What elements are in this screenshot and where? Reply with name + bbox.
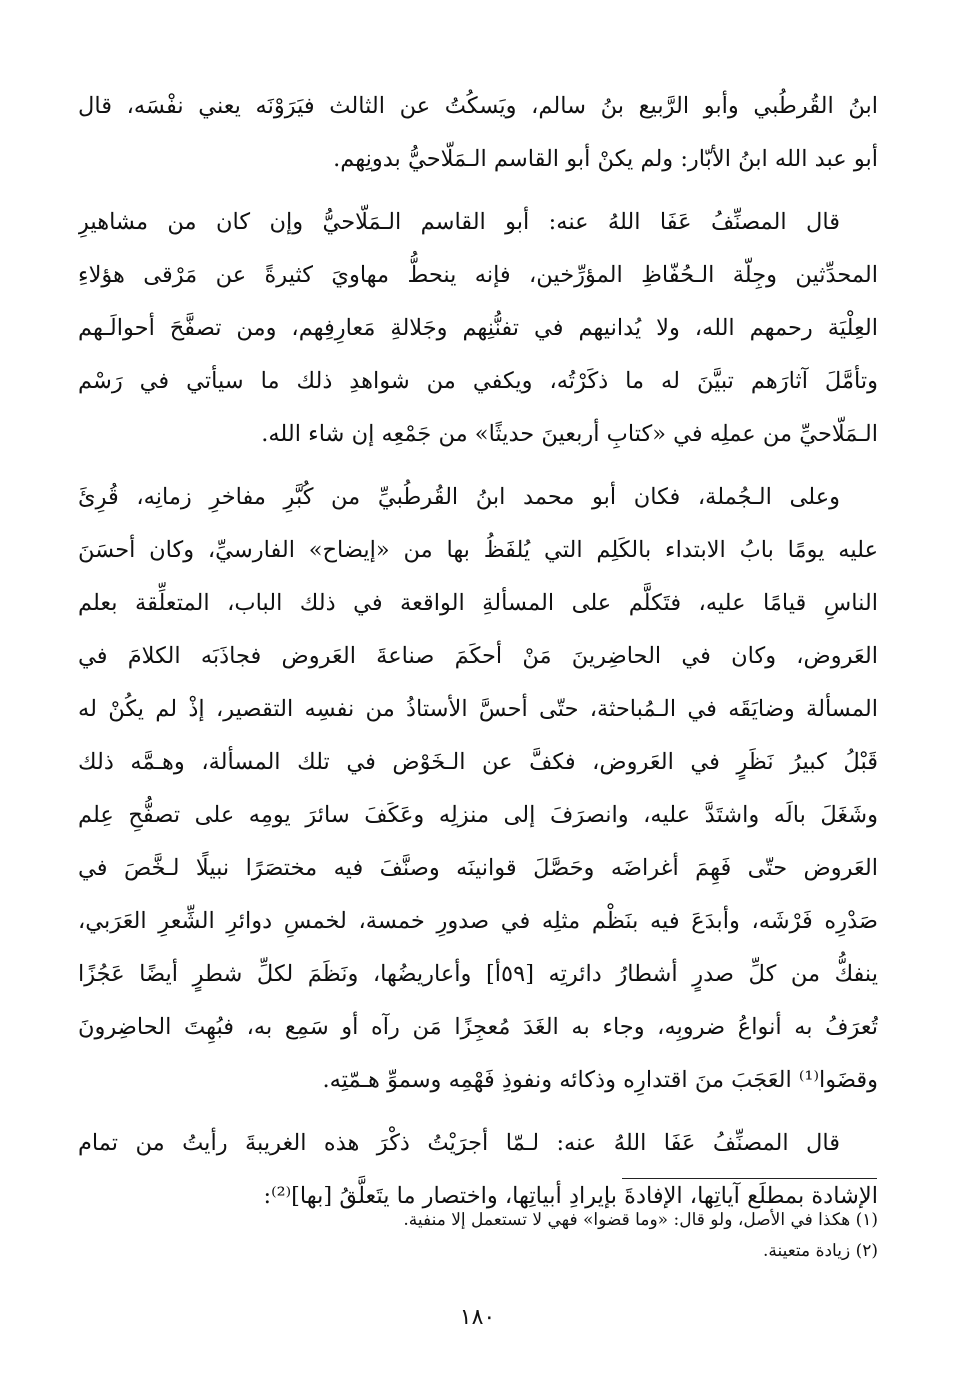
text-line: العَروض، وكان في الحاضِرينَ مَنْ أحكَمَ صناعةَ العَروض فجاذَبَه الكلامَ في — [78, 643, 878, 669]
footnotes — [78, 1205, 878, 1267]
page-body — [78, 80, 878, 1233]
paragraph-1 — [78, 80, 878, 186]
text-line: ينفكُّ من كلِّ صدرٍ أشطارُ دائرتِه [٥٩أ] وأعاريضُها، ونَظَمَ لكلِّ شطرٍ أيضًا عَجُزًا — [78, 961, 878, 987]
page-number: ١٨٠ — [459, 1305, 496, 1330]
text-line: تُعرَفُ به أنواعُ ضروبِه، وجاء به الغَدَ مُعجِزًا مَن رآه أو سَمِع به، فبُهِتَ الحاضِرونَ — [78, 1014, 878, 1040]
footnote-1: (١) هكذا في الأصل، ولو قال: «وما قضوا» فهي لا تستعمل إلا منفية. — [403, 1210, 878, 1230]
text-line: قال المصنِّفُ عَفَا اللهُ عنه: لـمّا أجرَيْتُ ذكْرَ هذه الغريبةَ رأيتُ من تمام — [78, 1130, 840, 1156]
text-line: عليه يومًا بابُ الابتداء بالكَلِم التي يُلفَظُ بها من «إيضاح» الفارسيِّ، وكان أحسَنَ — [78, 537, 878, 563]
text-line: وقضَوا⁽¹⁾ العَجَبَ منَ اقتدارِه وذكائه ونفوذِ فَهْمِه وسموِّ هـمّتِه. — [322, 1067, 878, 1093]
text-line: العَروض حتّى فَهِمَ أغراضَه وحَصَّلَ قوانينَه وصنَّفَ فيه مختصَرًا نبيلًا لـخَّصَ في — [78, 855, 878, 881]
footnote-2: (٢) زيادة متعينة. — [762, 1241, 878, 1261]
text-line: وعلى الـجُملة، فكان أبو محمد ابنُ القُرطُبيِّ من كُبَّرِ مفاخرِ زمانِه، قُرِئَ — [78, 484, 840, 510]
paragraph-3 — [78, 471, 878, 1107]
text-line: قال المصنِّفُ عَفَا اللهُ عنه: أبو القاسم الـمَلّاحيُّ وإن كان من مشاهيرِ — [78, 209, 840, 235]
text-line: وتأمَّلَ آثارَهم تبيَّنَ له ما ذكَرْتُه، ويكفي من شواهدِ ذلك ما سيأتي في رَسْم — [78, 368, 878, 394]
text-line: الناسِ قيامًا عليه، فتَكلَّم على المسألةِ الواقعة في ذلك الباب، المتعلِّقة بعلم — [78, 590, 878, 616]
text-line: وشَغَلَ بالَه واشتَدَّ عليه، وانصرَفَ إلى منزلِه وعَكَفَ سائرَ يومِه على تصفُّحِ عِلم — [78, 802, 878, 828]
text-line: المحدِّثين وجِلّة الـحُفّاظِ المؤرِّخين، فإنه ينحطُّ مهاويَ كثيرةً عن مَرْقى هؤلاءِ — [78, 262, 878, 288]
text-line: أبو عبد الله ابنُ الأبّار: ولم يكنْ أبو القاسم الـمَلّاحيُّ بدونِهم. — [333, 146, 878, 172]
footnote-divider — [622, 1178, 877, 1179]
text-line: العِلْيَة رحمهم الله، ولا يُدانيهم في تفنُّنِهم وجَلالةِ مَعارِفِهم، ومن تصفَّحَ أحوالَـهم — [78, 315, 878, 341]
paragraph-2 — [78, 196, 878, 461]
text-line: صَدْرِه فَرْشَه، وأبدَعَ فيه بنَظْم مثلِه في صدورِ خمسة، لخمسِ دوائرِ الشِّعرِ العَرَبي، — [78, 908, 878, 934]
text-line: قَبْلُ كبيرُ نَظَرٍ في العَروض، فكفَّ عن الـخَوْض في تلك المسألة، وهـمَّه ذلك — [78, 749, 878, 775]
text-line: الإشادة بمطلَع آياتِها، الإفادةَ بإيرادِ أبياتِها، واختصار ما يتَعلَّقُ [بها]⁽²⁾: — [263, 1183, 878, 1209]
text-line: الـمَلّاحيِّ من عملِه في «كتابِ أربعينَ حديثًا» من جَمْعِه إن شاء الله. — [261, 421, 878, 447]
text-line: ابنُ القُرطُبي وأبو الرَّبيع بنُ سالم، ويَسكُتُ عن الثالث فيَرَوْنَه يعني نفْسَه، قال — [78, 93, 878, 119]
text-line: المسألة وضايَقَه في الـمُباحثة، حتّى أحسَّ الأستاذُ من نفسِه التقصير، إذْ لم يكُنْ له — [78, 696, 878, 722]
